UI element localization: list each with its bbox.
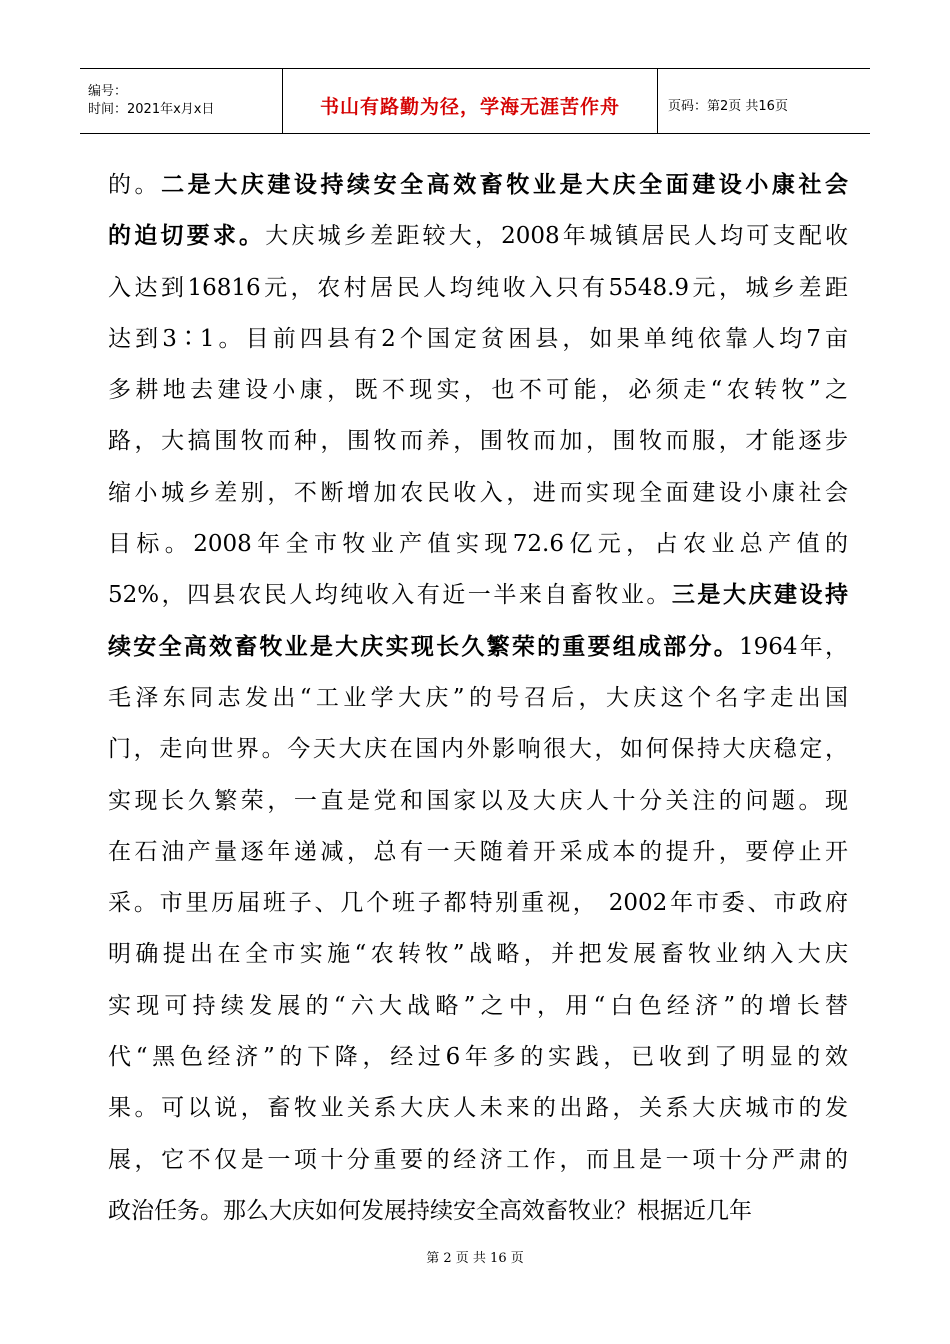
body-text: 缩小城乡差别，不断增加农民收入，进而实现全面建设小康社会	[108, 479, 848, 506]
bold-text: 续安全高效畜牧业是大庆实现长久繁荣的重要组成部分。	[108, 633, 739, 660]
text-line	[108, 416, 848, 467]
bold-text: 二是大庆建设持续安全高效畜牧业是大庆全面建设小康社会	[161, 172, 849, 198]
body-text: 毛泽东同志发出“工业学大庆”的号召后，大庆这个名字走出国	[108, 684, 848, 711]
bold-text: 的迫切要求。	[108, 223, 266, 250]
body-text: 大庆城乡差距较大，2008年城镇居民人均可支配收	[265, 223, 848, 250]
body-text: 采。市里历届班子、几个班子都特别重视， 2002年市委、市政府	[108, 890, 848, 917]
bold-text: 三是大庆建设持	[671, 582, 849, 609]
text-line	[108, 878, 848, 929]
body-text: 多耕地去建设小康，既不现实，也不可能，必须走“农转牧”之	[108, 377, 848, 404]
body-text: 代“黑色经济”的下降，经过6年多的实践，已收到了明显的效	[108, 1044, 848, 1071]
body-text: 的。	[108, 172, 162, 198]
page-number-label: 页码：第2页 共16页	[668, 98, 788, 114]
motto-text: 书山有路勤为径，学海无涯苦作舟	[319, 95, 620, 118]
text-line	[108, 1186, 848, 1237]
text-line	[108, 1083, 848, 1134]
body-text: 达到3∶1。目前四县有2个国定贫困县，如果单纯依靠人均7亩	[108, 325, 848, 352]
body-text: 1964年，	[738, 633, 848, 660]
text-line	[108, 263, 848, 314]
body-text: 明确提出在全市实施“农转牧”战略，并把发展畜牧业纳入大庆	[108, 941, 848, 968]
text-line	[108, 1032, 848, 1083]
header-left-cell	[80, 69, 282, 133]
body-text: 果。可以说，畜牧业关系大庆人未来的出路，关系大庆城市的发	[108, 1095, 848, 1122]
text-line	[108, 929, 848, 980]
page-footer: 第 2 页 共 16 页	[426, 1251, 524, 1266]
body-text: 实现可持续发展的“六大战略”之中，用“白色经济”的增长替	[108, 992, 848, 1019]
text-line	[108, 570, 848, 621]
body-text: 目标。2008年全市牧业产值实现72.6亿元，占农业总产值的	[108, 531, 848, 558]
body-text: 门，走向世界。今天大庆在国内外影响很大，如何保持大庆稳定，	[108, 736, 848, 763]
text-line	[108, 776, 848, 827]
text-line	[108, 981, 848, 1032]
text-line	[108, 724, 848, 775]
header-right-cell	[658, 69, 870, 133]
time-label: 时间：2021年x月x日	[88, 102, 215, 117]
text-line	[108, 1135, 848, 1186]
page-header	[80, 68, 870, 134]
text-line	[108, 314, 848, 365]
text-line	[108, 519, 848, 570]
body-text: 展，它不仅是一项十分重要的经济工作，而且是一项十分严肃的	[108, 1146, 848, 1173]
text-line	[108, 827, 848, 878]
body-text: 路，大搞围牧而种，围牧而养，围牧而加，围牧而服，才能逐步	[108, 428, 848, 455]
header-middle-cell	[282, 69, 658, 133]
body-text: 在石油产量逐年递减，总有一天随着开采成本的提升，要停止开	[108, 838, 848, 865]
number-label: 编号：	[88, 84, 128, 99]
body-text: 52%，四县农民人均纯收入有近一半来自畜牧业。	[108, 582, 672, 609]
body-text: 实现长久繁荣，一直是党和国家以及大庆人十分关注的问题。现	[108, 787, 848, 814]
body-text: 入达到16816元，农村居民人均纯收入只有5548.9元，城乡差距	[108, 274, 848, 301]
text-line	[108, 211, 848, 262]
text-line	[108, 160, 848, 211]
text-line	[108, 365, 848, 416]
text-line	[108, 468, 848, 519]
text-line	[108, 673, 848, 724]
text-line	[108, 622, 848, 673]
document-body	[108, 160, 848, 1237]
body-text: 政治任务。那么大庆如何发展持续安全高效畜牧业？根据近几年	[108, 1197, 752, 1224]
